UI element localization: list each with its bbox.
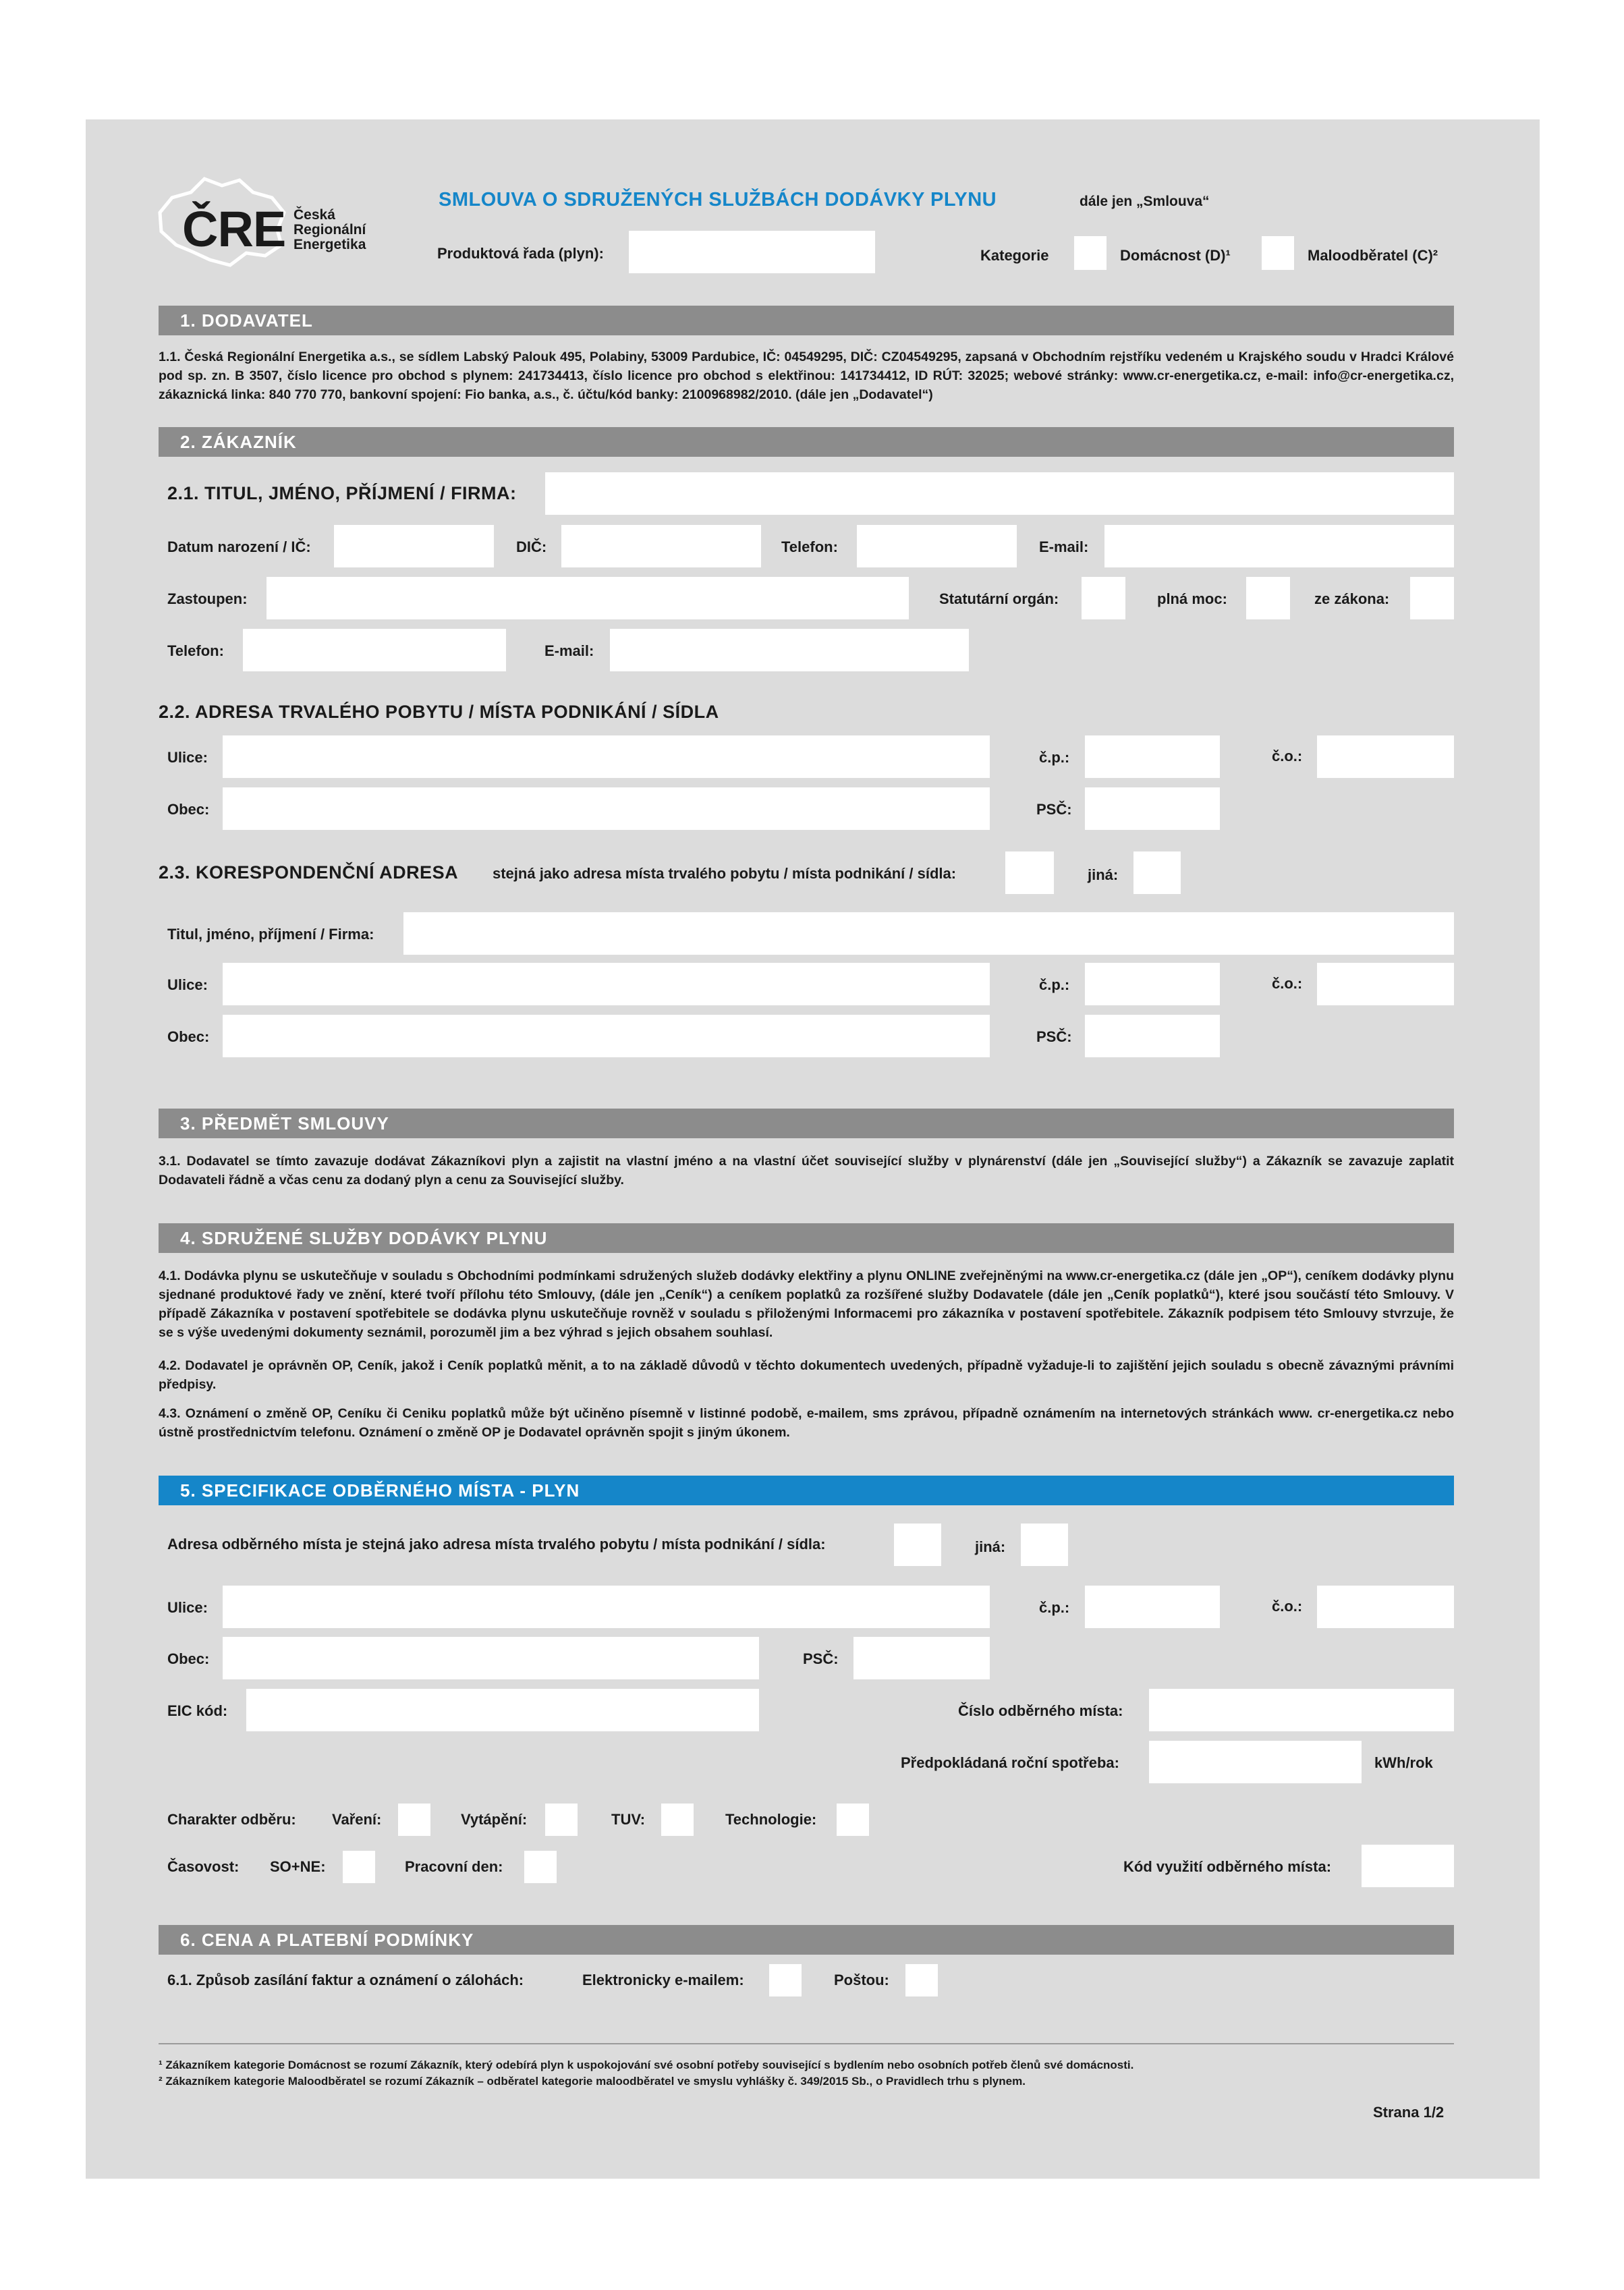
footer-divider — [159, 2043, 1454, 2044]
dic-field[interactable] — [561, 525, 761, 567]
email-field[interactable] — [1104, 525, 1454, 567]
point-psc-label: PSČ: — [803, 1650, 839, 1667]
point-cp-field[interactable] — [1085, 1586, 1220, 1628]
logo-line-2: Regionální — [293, 222, 366, 238]
birth-id-field[interactable] — [334, 525, 494, 567]
product-line-field[interactable] — [629, 231, 875, 273]
point-psc-field[interactable] — [853, 1637, 990, 1679]
heating-label: Vytápění: — [461, 1811, 528, 1828]
point-street-label: Ulice: — [167, 1599, 208, 1616]
customer-name-field[interactable] — [545, 472, 1454, 515]
corr-cp-field[interactable] — [1085, 963, 1220, 1005]
product-line-label: Produktová řada (plyn): — [437, 245, 604, 262]
corr-name-label: Titul, jméno, příjmení / Firma: — [167, 926, 374, 943]
birth-id-label: Datum narození / IČ: — [167, 538, 311, 555]
city-label: Obec: — [167, 801, 210, 818]
phone2-label: Telefon: — [167, 642, 224, 659]
phone-field[interactable] — [857, 525, 1017, 567]
services-paragraph-2: 4.2. Dodavatel je oprávněn OP, Ceník, jakož i Ceník poplatků měnit, a to na základě důvodů v těchto dokumentech uvedených, případně vyžaduje-li to zajištění jejich souladu s obecně závaznými právními předpisy. — [159, 1358, 1454, 1392]
section-2-heading: 2. ZÁKAZNÍK — [180, 432, 297, 452]
law-label: ze zákona: — [1314, 590, 1390, 607]
corr-city-field[interactable] — [223, 1015, 990, 1057]
correspondence-other-label: jiná: — [1088, 866, 1119, 883]
services-paragraph-3: 4.3. Oznámení o změně OP, Ceníku či Ceniku poplatků může být učiněno písemně v listinné podobě, e-mailem, sms zprávou, případně oznámením na internetových stránkách www. cr-energetika.cz nebo ústně prostřednictvím telefonu. Oznámení o změně OP je Dodavatel oprávněn spojit s jiným úkonem. — [159, 1406, 1454, 1440]
usage-code-field[interactable] — [1362, 1845, 1454, 1887]
represented-label: Zastoupen: — [167, 590, 248, 607]
email2-field[interactable] — [610, 629, 969, 671]
corr-street-field[interactable] — [223, 963, 990, 1005]
cp-field[interactable] — [1085, 735, 1220, 778]
cp-label: č.p.: — [1039, 749, 1070, 766]
point-co-field[interactable] — [1317, 1586, 1454, 1628]
consumption-label: Předpokládaná roční spotřeba: — [901, 1754, 1119, 1771]
psc-field[interactable] — [1085, 787, 1220, 830]
corr-name-field[interactable] — [403, 912, 1454, 955]
section-1-bar — [159, 306, 1454, 335]
corr-city-label: Obec: — [167, 1028, 210, 1045]
point-city-field[interactable] — [223, 1637, 759, 1679]
tuv-checkbox[interactable] — [661, 1804, 694, 1836]
email2-label: E-mail: — [544, 642, 594, 659]
section-6-heading: 6. CENA A PLATEBNÍ PODMÍNKY — [180, 1930, 474, 1950]
timing-label: Časovost: — [167, 1858, 240, 1875]
section-3-bar — [159, 1109, 1454, 1138]
correspondence-same-checkbox[interactable] — [1005, 851, 1054, 894]
usage-code-label: Kód využití odběrného místa: — [1123, 1858, 1332, 1875]
law-checkbox[interactable] — [1410, 577, 1454, 619]
point-co-label: č.o.: — [1272, 1598, 1303, 1615]
logo-line-1: Česká — [293, 207, 335, 223]
poa-checkbox[interactable] — [1246, 577, 1290, 619]
section-4-heading: 4. SDRUŽENÉ SLUŽBY DODÁVKY PLYNU — [180, 1228, 548, 1248]
correspondence-same-label: stejná jako adresa místa trvalého pobytu / místa podnikání / sídla: — [493, 865, 957, 882]
phone-label: Telefon: — [781, 538, 838, 555]
point-number-field[interactable] — [1149, 1689, 1454, 1731]
street-field[interactable] — [223, 735, 990, 778]
corr-psc-field[interactable] — [1085, 1015, 1220, 1057]
point-other-checkbox[interactable] — [1021, 1524, 1068, 1566]
co-label: č.o.: — [1272, 748, 1303, 764]
small-customer-label: Maloodběratel (C)² — [1308, 247, 1438, 264]
corr-co-label: č.o.: — [1272, 975, 1303, 992]
point-same-checkbox[interactable] — [894, 1524, 941, 1566]
so-ne-checkbox[interactable] — [343, 1851, 375, 1883]
logo-mark: ČRE — [182, 201, 286, 257]
section-2-bar — [159, 427, 1454, 457]
point-street-field[interactable] — [223, 1586, 990, 1628]
section-5-heading: 5. SPECIFIKACE ODBĚRNÉHO MÍSTA - PLYN — [180, 1480, 580, 1501]
psc-label: PSČ: — [1036, 801, 1072, 818]
point-cp-label: č.p.: — [1039, 1599, 1070, 1616]
workday-label: Pracovní den: — [405, 1858, 503, 1875]
street-label: Ulice: — [167, 749, 208, 766]
correspondence-heading: 2.3. KORESPONDENČNÍ ADRESA — [159, 862, 459, 883]
statutory-checkbox[interactable] — [1082, 577, 1125, 619]
point-same-label: Adresa odběrného místa je stejná jako adresa místa trvalého pobytu / místa podnikání / sídla: — [167, 1536, 826, 1553]
dic-label: DIČ: — [516, 538, 547, 555]
point-city-label: Obec: — [167, 1650, 210, 1667]
heating-checkbox[interactable] — [545, 1804, 578, 1836]
section-6-bar — [159, 1925, 1454, 1955]
city-field[interactable] — [223, 787, 990, 830]
workday-checkbox[interactable] — [524, 1851, 557, 1883]
logo-line-3: Energetika — [293, 237, 366, 252]
represented-field[interactable] — [267, 577, 909, 619]
phone2-field[interactable] — [243, 629, 506, 671]
character-label: Charakter odběru: — [167, 1811, 296, 1828]
page-title: SMLOUVA O SDRUŽENÝCH SLUŽBÁCH DODÁVKY PLYNU — [439, 189, 997, 211]
subject-paragraph: 3.1. Dodavatel se tímto zavazuje dodávat Zákazníkovi plyn a zajistit na vlastní jméno a na vlastní účet související služby v plynárenství (dále jen „Související služby“) a Zákazník se zavazuje zaplatit Dodavateli řádně a včas cenu za dodaný plyn a cenu za Související služby. — [159, 1154, 1454, 1188]
point-number-label: Číslo odběrného místa: — [958, 1702, 1123, 1719]
footnote-1: ¹ Zákazníkem kategorie Domácnost se rozumí Zákazník, který odebírá plyn k uspokojování své osobní potřeby související s bydlením nebo osobních potřeb členů své domácnosti. — [159, 2059, 1134, 2071]
technology-checkbox[interactable] — [837, 1804, 869, 1836]
section-1-heading: 1. DODAVATEL — [180, 310, 313, 331]
electronic-checkbox[interactable] — [769, 1964, 802, 1996]
technology-label: Technologie: — [725, 1811, 817, 1828]
footnote-2: ² Zákazníkem kategorie Maloodběratel se rozumí Zákazník – odběratel kategorie maloodběratel ve smyslu vyhlášky č. 349/2015 Sb., o Pravidlech trhu s plynem. — [159, 2075, 1026, 2088]
services-paragraph-1: 4.1. Dodávka plynu se uskutečňuje v souladu s Obchodními podmínkami sdružených služeb dodávky elektřiny a plynu ONLINE zveřejněnými na www.cr-energetika.cz (dále jen „OP“), ceníkem dodávky plynu sjednané produktové řady ve znění, které tvoří přílohu této Smlouvy, (dále jen „Ceník“) a ceníkem poplatků za rozšířené služby Dodavatele (dále jen „Ceník poplatků“), které jsou součástí této Smlouvy. V případě Zákazníka v postavení spotřebitele se dodávka plynu uskutečňuje rovněž v souladu s přiloženými Informacemi pro zákazníka v postavení spotřebitele. Zákazník podpisem této Smlouvy stvrzuje, že se s výše uvedenými dokumenty seznámil, porozuměl jim a bez výhrad s jejich obsahem souhlasí. — [159, 1268, 1455, 1340]
supplier-paragraph: 1.1. Česká Regionální Energetika a.s., se sídlem Labský Palouk 495, Polabiny, 53009 Pardubice, IČ: 04549295, DIČ: CZ04549295, zapsaná v Obchodním rejstříku vedeném u Krajského soudu v Hradci Králové pod sp. zn. B 3507, číslo licence pro obchod s plynem: 241734413, číslo licence pro obchod s elektřinou: 141734412, ID RÚT: 32025; webové stránky: www.cr-energetika.cz, e-mail: info@cr-energetika.cz, zákaznická linka: 840 770 770, bankovní spojení: Fio banka, a.s., č. účtu/kód banky: 2100968982/2010. (dále jen „Dodavatel“) — [159, 350, 1454, 402]
so-ne-label: SO+NE: — [270, 1858, 326, 1875]
corr-psc-label: PSČ: — [1036, 1028, 1072, 1045]
page-number: Strana 1/2 — [1373, 2104, 1445, 2121]
consumption-field[interactable] — [1149, 1741, 1362, 1783]
corr-co-field[interactable] — [1317, 963, 1454, 1005]
post-label: Poštou: — [834, 1972, 889, 1988]
section-3-heading: 3. PŘEDMĚT SMLOUVY — [180, 1113, 389, 1134]
corr-cp-label: č.p.: — [1039, 976, 1070, 993]
consumption-unit: kWh/rok — [1374, 1754, 1433, 1771]
statutory-label: Statutární orgán: — [939, 590, 1059, 607]
small-customer-checkbox[interactable] — [1262, 236, 1294, 270]
correspondence-other-checkbox[interactable] — [1133, 851, 1181, 894]
post-checkbox[interactable] — [905, 1964, 938, 1996]
customer-name-label: 2.1. TITUL, JMÉNO, PŘÍJMENÍ / FIRMA: — [167, 483, 517, 503]
eic-label: EIC kód: — [167, 1702, 228, 1719]
point-other-label: jiná: — [975, 1538, 1006, 1555]
section-4-bar — [159, 1223, 1454, 1253]
title-suffix: dále jen „Smlouva“ — [1080, 194, 1210, 209]
cooking-label: Vaření: — [332, 1811, 382, 1828]
eic-field[interactable] — [246, 1689, 759, 1731]
cooking-checkbox[interactable] — [398, 1804, 430, 1836]
email-label: E-mail: — [1039, 538, 1089, 555]
section-5-bar — [159, 1476, 1454, 1505]
invoice-method-label: 6.1. Způsob zasílání faktur a oznámení o zálohách: — [167, 1972, 524, 1988]
household-checkbox[interactable] — [1074, 236, 1107, 270]
permanent-address-heading: 2.2. ADRESA TRVALÉHO POBYTU / MÍSTA PODNIKÁNÍ / SÍDLA — [159, 702, 719, 722]
category-label: Kategorie — [980, 247, 1049, 264]
household-label: Domácnost (D)¹ — [1120, 247, 1231, 264]
poa-label: plná moc: — [1157, 590, 1227, 607]
tuv-label: TUV: — [611, 1811, 646, 1828]
co-field[interactable] — [1317, 735, 1454, 778]
corr-street-label: Ulice: — [167, 976, 208, 993]
electronic-label: Elektronicky e-mailem: — [582, 1972, 744, 1988]
